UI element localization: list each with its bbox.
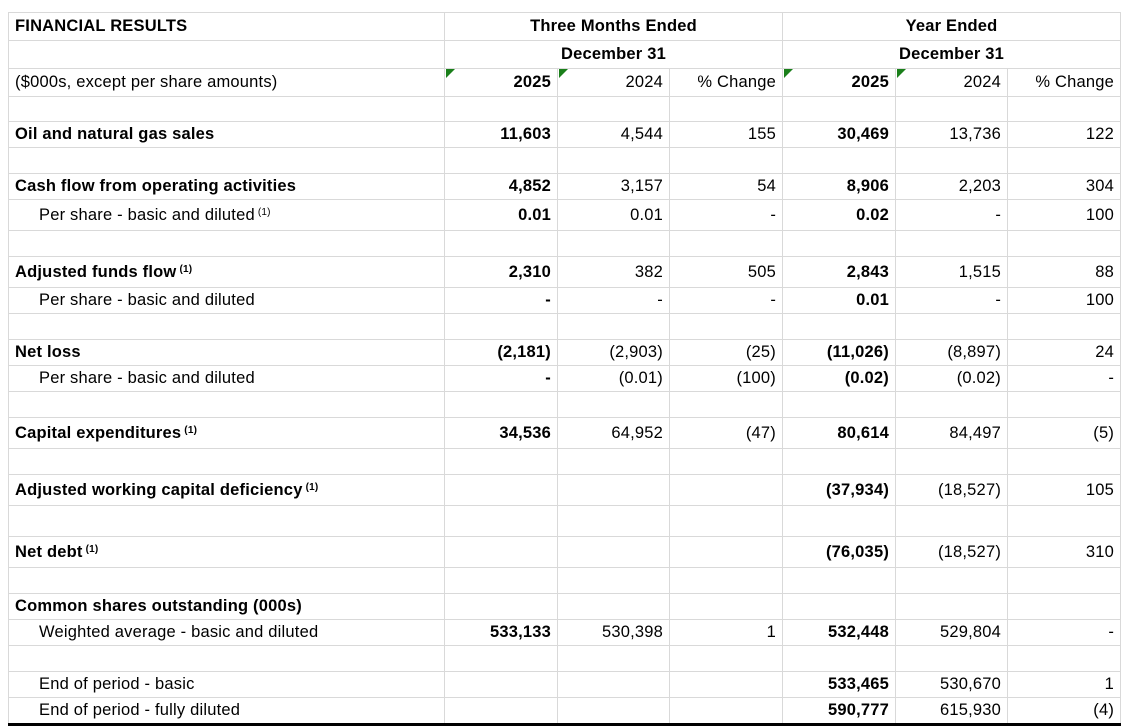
value-cell — [896, 148, 1008, 174]
row-label: Per share - basic and diluted — [9, 366, 445, 392]
value-cell: 532,448 — [783, 620, 896, 646]
value-cell — [1008, 568, 1121, 594]
footnote-marker: (1) — [85, 543, 99, 555]
spacer-row — [9, 568, 1121, 594]
value-cell: (0.01) — [558, 366, 670, 392]
value-cell: 1 — [670, 620, 783, 646]
value-cell — [670, 97, 783, 122]
table-row — [9, 174, 1121, 200]
value-cell — [445, 231, 558, 257]
table-row — [9, 698, 1121, 725]
value-cell: 34,536 — [445, 418, 558, 449]
row-label: Weighted average - basic and diluted — [9, 620, 445, 646]
table-row — [9, 288, 1121, 314]
value-cell — [1008, 506, 1121, 537]
value-cell — [670, 568, 783, 594]
value-cell — [558, 231, 670, 257]
value-cell — [558, 672, 670, 698]
value-cell — [783, 449, 896, 475]
header-row-2 — [9, 41, 1121, 69]
row-label — [9, 148, 445, 174]
value-cell: (2,181) — [445, 340, 558, 366]
value-cell: - — [670, 288, 783, 314]
row-label: Per share - basic and diluted $^{(1)}$ — [9, 200, 445, 231]
row-label — [9, 314, 445, 340]
row-label — [9, 231, 445, 257]
row-label: Net debt $^{(1)}$ — [9, 537, 445, 568]
comment-flag-icon — [784, 69, 793, 78]
value-cell — [445, 97, 558, 122]
row-label — [9, 646, 445, 672]
row-label: End of period - fully diluted — [9, 698, 445, 725]
row-label — [9, 449, 445, 475]
value-cell: 88 — [1008, 257, 1121, 288]
value-cell: 100 — [1008, 288, 1121, 314]
value-cell: (0.02) — [783, 366, 896, 392]
row-label — [9, 97, 445, 122]
row-label: Net loss — [9, 340, 445, 366]
value-cell — [445, 475, 558, 506]
value-cell: 0.01 — [558, 200, 670, 231]
value-cell: (18,527) — [896, 537, 1008, 568]
col-header-q-change: % Change — [670, 69, 783, 97]
value-cell: - — [445, 288, 558, 314]
value-cell — [670, 449, 783, 475]
value-cell: 24 — [1008, 340, 1121, 366]
value-cell — [896, 506, 1008, 537]
spacer-row — [9, 449, 1121, 475]
value-cell — [896, 231, 1008, 257]
value-cell: 2,203 — [896, 174, 1008, 200]
value-cell — [783, 568, 896, 594]
value-cell — [896, 646, 1008, 672]
value-cell: - — [670, 200, 783, 231]
value-cell: (76,035) — [783, 537, 896, 568]
value-cell — [670, 148, 783, 174]
table-row — [9, 418, 1121, 449]
value-cell — [1008, 646, 1121, 672]
value-cell — [445, 646, 558, 672]
value-cell: 310 — [1008, 537, 1121, 568]
value-cell: - — [1008, 366, 1121, 392]
value-cell — [896, 568, 1008, 594]
value-cell: 530,398 — [558, 620, 670, 646]
spacer-row — [9, 231, 1121, 257]
row-label: Adjusted funds flow $^{(1)}$ — [9, 257, 445, 288]
table-row — [9, 340, 1121, 366]
value-cell — [558, 392, 670, 418]
row-label: Capital expenditures $^{(1)}$ — [9, 418, 445, 449]
table-row — [9, 257, 1121, 288]
value-cell — [670, 646, 783, 672]
value-cell: 105 — [1008, 475, 1121, 506]
header-blank — [9, 41, 445, 69]
table-row — [9, 475, 1121, 506]
value-cell: 529,804 — [896, 620, 1008, 646]
row-label — [9, 568, 445, 594]
value-cell — [670, 475, 783, 506]
value-cell — [558, 97, 670, 122]
row-label: Common shares outstanding (000s) — [9, 594, 445, 620]
col-header-y-2025: 2025 — [783, 69, 896, 97]
value-cell — [896, 594, 1008, 620]
three-months-date-header: December 31 — [445, 41, 783, 69]
value-cell: 0.01 — [445, 200, 558, 231]
value-cell: 80,614 — [783, 418, 896, 449]
value-cell: - — [445, 366, 558, 392]
value-cell: (5) — [1008, 418, 1121, 449]
value-cell: 530,670 — [896, 672, 1008, 698]
value-cell: 100 — [1008, 200, 1121, 231]
value-cell — [1008, 314, 1121, 340]
value-cell — [783, 646, 896, 672]
table-title: FINANCIAL RESULTS — [9, 13, 445, 41]
value-cell — [783, 231, 896, 257]
value-cell — [445, 392, 558, 418]
spacer-row — [9, 506, 1121, 537]
value-cell: (100) — [670, 366, 783, 392]
value-cell — [558, 537, 670, 568]
table-row — [9, 620, 1121, 646]
value-cell: - — [896, 200, 1008, 231]
footnote-marker: (1) — [179, 263, 193, 275]
value-cell: (37,934) — [783, 475, 896, 506]
year-date-header: December 31 — [783, 41, 1121, 69]
value-cell — [783, 392, 896, 418]
table-row — [9, 366, 1121, 392]
value-cell — [445, 449, 558, 475]
spacer-row — [9, 148, 1121, 174]
units-label: ($000s, except per share amounts) — [9, 69, 445, 97]
table-row — [9, 537, 1121, 568]
three-months-ended-header: Three Months Ended — [445, 13, 783, 41]
value-cell — [445, 594, 558, 620]
value-cell — [445, 314, 558, 340]
value-cell — [1008, 594, 1121, 620]
spacer-row — [9, 646, 1121, 672]
footnote-marker: (1) — [184, 424, 198, 436]
value-cell — [445, 506, 558, 537]
value-cell — [558, 698, 670, 725]
value-cell: 4,544 — [558, 122, 670, 148]
value-cell: (2,903) — [558, 340, 670, 366]
spacer-row — [9, 392, 1121, 418]
value-cell — [558, 506, 670, 537]
value-cell: 8,906 — [783, 174, 896, 200]
row-label — [9, 506, 445, 537]
comment-flag-icon — [897, 69, 906, 78]
value-cell — [670, 314, 783, 340]
value-cell: - — [1008, 620, 1121, 646]
spacer-row — [9, 97, 1121, 122]
value-cell — [558, 646, 670, 672]
value-cell: 84,497 — [896, 418, 1008, 449]
value-cell: - — [896, 288, 1008, 314]
value-cell: (4) — [1008, 698, 1121, 725]
value-cell: 590,777 — [783, 698, 896, 725]
value-cell — [1008, 148, 1121, 174]
value-cell — [896, 392, 1008, 418]
value-cell — [445, 698, 558, 725]
col-header-q-2024: 2024 — [558, 69, 670, 97]
col-header-q-2025: 2025 — [445, 69, 558, 97]
row-label: Adjusted working capital deficiency $^{(1)}$ — [9, 475, 445, 506]
footnote-marker: (1) — [305, 481, 319, 493]
col-header-y-change: % Change — [1008, 69, 1121, 97]
value-cell: (11,026) — [783, 340, 896, 366]
value-cell — [783, 506, 896, 537]
value-cell: 382 — [558, 257, 670, 288]
value-cell — [1008, 449, 1121, 475]
value-cell — [783, 148, 896, 174]
value-cell: 533,133 — [445, 620, 558, 646]
value-cell: (18,527) — [896, 475, 1008, 506]
value-cell — [445, 568, 558, 594]
value-cell: 4,852 — [445, 174, 558, 200]
value-cell — [896, 97, 1008, 122]
value-cell: 1,515 — [896, 257, 1008, 288]
value-cell — [896, 314, 1008, 340]
value-cell — [558, 449, 670, 475]
value-cell — [896, 449, 1008, 475]
year-ended-header: Year Ended — [783, 13, 1121, 41]
spacer-row — [9, 314, 1121, 340]
value-cell — [670, 537, 783, 568]
value-cell: 0.01 — [783, 288, 896, 314]
value-cell: 615,930 — [896, 698, 1008, 725]
value-cell: 0.02 — [783, 200, 896, 231]
comment-flag-icon — [446, 69, 455, 78]
value-cell — [670, 392, 783, 418]
value-cell: 2,310 — [445, 257, 558, 288]
value-cell — [445, 672, 558, 698]
value-cell — [670, 506, 783, 537]
value-cell: 122 — [1008, 122, 1121, 148]
value-cell: - — [558, 288, 670, 314]
value-cell: 1 — [1008, 672, 1121, 698]
row-label: Oil and natural gas sales — [9, 122, 445, 148]
value-cell — [1008, 231, 1121, 257]
value-cell: 505 — [670, 257, 783, 288]
value-cell — [783, 594, 896, 620]
value-cell — [783, 97, 896, 122]
value-cell — [670, 672, 783, 698]
value-cell — [558, 148, 670, 174]
row-label: End of period - basic — [9, 672, 445, 698]
value-cell: 304 — [1008, 174, 1121, 200]
value-cell: (47) — [670, 418, 783, 449]
value-cell: 533,465 — [783, 672, 896, 698]
value-cell: 54 — [670, 174, 783, 200]
footnote-marker: (1) — [257, 206, 271, 218]
table-row — [9, 594, 1121, 620]
value-cell — [558, 568, 670, 594]
table-row — [9, 672, 1121, 698]
value-cell — [1008, 97, 1121, 122]
row-label: Cash flow from operating activities — [9, 174, 445, 200]
value-cell: 30,469 — [783, 122, 896, 148]
value-cell: 2,843 — [783, 257, 896, 288]
value-cell — [445, 537, 558, 568]
financial-results-table — [8, 12, 1121, 726]
value-cell: 11,603 — [445, 122, 558, 148]
value-cell: 3,157 — [558, 174, 670, 200]
comment-flag-icon — [559, 69, 568, 78]
value-cell: (25) — [670, 340, 783, 366]
value-cell: 155 — [670, 122, 783, 148]
value-cell — [1008, 392, 1121, 418]
value-cell — [670, 698, 783, 725]
value-cell: (8,897) — [896, 340, 1008, 366]
value-cell — [783, 314, 896, 340]
row-label — [9, 392, 445, 418]
header-row-3 — [9, 69, 1121, 97]
header-row-1 — [9, 13, 1121, 41]
value-cell: 13,736 — [896, 122, 1008, 148]
value-cell — [670, 594, 783, 620]
value-cell — [558, 594, 670, 620]
table-row — [9, 200, 1121, 231]
value-cell: 64,952 — [558, 418, 670, 449]
row-label: Per share - basic and diluted — [9, 288, 445, 314]
value-cell — [445, 148, 558, 174]
value-cell — [670, 231, 783, 257]
table-row — [9, 122, 1121, 148]
col-header-y-2024: 2024 — [896, 69, 1008, 97]
value-cell — [558, 475, 670, 506]
value-cell — [558, 314, 670, 340]
value-cell: (0.02) — [896, 366, 1008, 392]
